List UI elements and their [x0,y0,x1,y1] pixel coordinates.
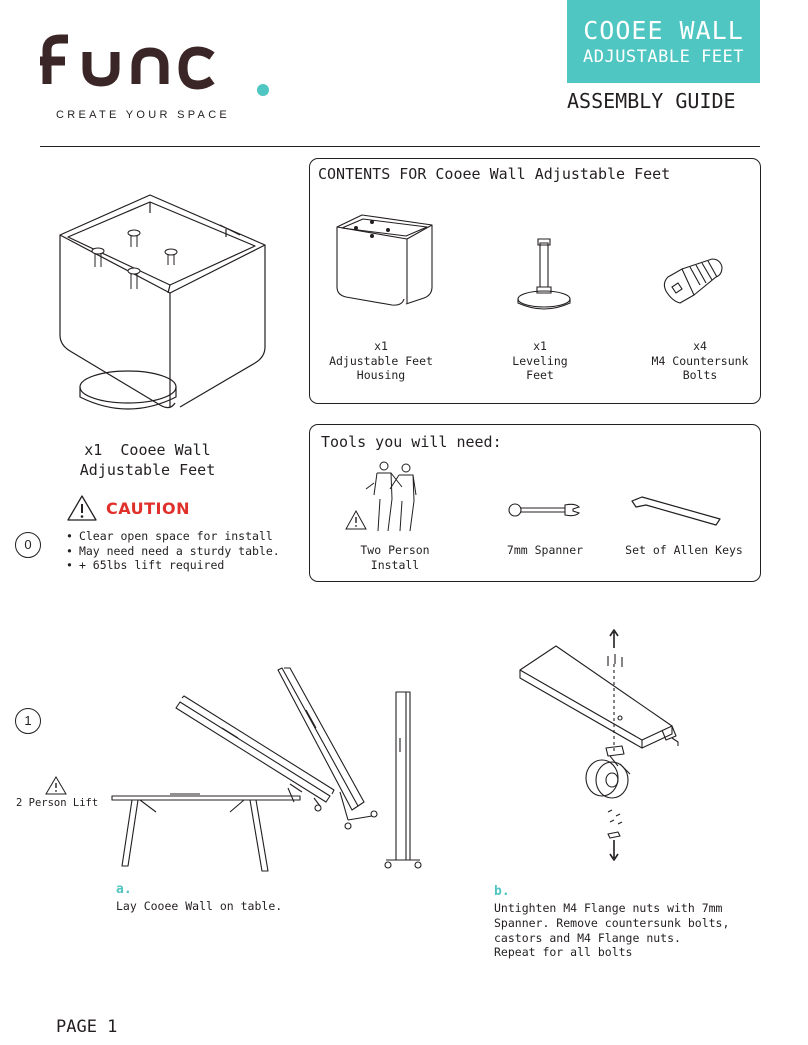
contents-item-housing: x1 Adjustable Feet Housing [329,339,433,382]
allen-key-icon [628,495,728,529]
tool-two-person: Two Person Install [360,543,430,572]
caution-list [66,529,280,573]
header-divider [40,146,760,147]
step-a-text: Lay Cooee Wall on table. [116,899,283,913]
func-logo [38,28,278,98]
contents-item-bolts: x4 M4 Countersunk Bolts [651,339,749,382]
housing-part-icon [332,207,442,307]
step-1-marker: 1 [15,708,41,734]
caution-title: CAUTION [106,499,190,518]
step-b-letter: b. [494,884,510,899]
caution-item: • + 65lbs lift required [66,558,280,573]
contents-panel [309,158,761,404]
guide-title: ASSEMBLY GUIDE [567,89,736,113]
spanner-icon [505,499,585,521]
brand-tagline: CREATE YOUR SPACE [56,109,231,121]
lift-label: 2 Person Lift [16,797,99,809]
two-person-icon [344,459,424,533]
step-a-letter: a. [116,882,132,897]
tools-panel [309,424,761,582]
tool-allen-keys: Set of Allen Keys [625,543,743,557]
leveling-foot-icon [510,235,580,315]
caution-item: • Clear open space for install [66,529,280,544]
remove-castors-illustration [516,628,686,868]
tool-spanner: 7mm Spanner [506,543,584,557]
product-title: COOEE WALL [583,16,744,45]
lay-wall-on-table-illustration [110,666,440,876]
housing-illustration [50,185,280,415]
product-label: x1 Cooee Wall Adjustable Feet [79,441,216,479]
page-number: PAGE 1 [56,1017,118,1037]
tools-title: Tools you will need: [321,433,502,451]
lift-warning-icon [45,776,67,796]
product-subtitle: ADJUSTABLE FEET [582,47,745,67]
step-0-marker: 0 [15,532,41,558]
countersunk-bolt-icon [660,255,730,315]
warning-icon [66,494,98,522]
contents-title: CONTENTS FOR Cooee Wall Adjustable Feet [318,165,671,183]
contents-item-leveling-feet: x1 Leveling Feet [512,339,568,382]
step-b-text: Untighten M4 Flange nuts with 7mm Spanner. Remove countersunk bolts, castors and M4 Flange nuts. Repeat for all bolts [494,901,730,960]
caution-item: • May need need a sturdy table. [66,544,280,559]
